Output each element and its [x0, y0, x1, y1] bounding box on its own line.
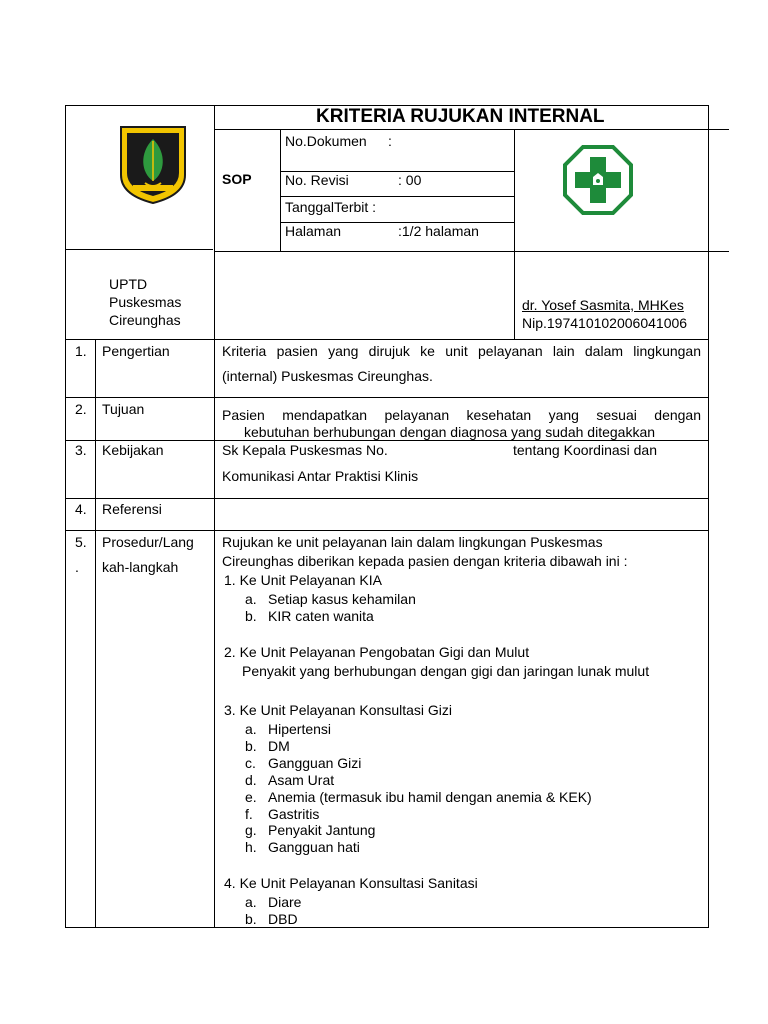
- org-puskesmas: Puskesmas: [109, 294, 182, 310]
- border-right: [708, 105, 709, 928]
- list-marker: e.: [245, 788, 257, 805]
- rule: [280, 196, 514, 197]
- puskesmas-logo: [563, 145, 633, 215]
- list-item: KIR caten wanita: [268, 608, 374, 624]
- rule: [215, 251, 729, 252]
- doc-number-label: No.Dokumen: [285, 133, 367, 149]
- list-marker: d.: [245, 771, 257, 788]
- tujuan-text: kebutuhan berhubungan dengan diagnosa yang sudah ditegakkan: [244, 424, 656, 440]
- revision-value: : 00: [398, 172, 422, 188]
- signer-name: dr. Yosef Sasmita, MHKes: [522, 297, 684, 313]
- list-item: DBD: [268, 911, 298, 927]
- border-left: [65, 105, 66, 928]
- pengertian-text: (internal) Puskesmas Cireunghas.: [222, 368, 433, 384]
- tujuan-text: Pasien mendapatkan pelayanan kesehatan yang sesuai dengan: [222, 407, 701, 423]
- kebijakan-text: Komunikasi Antar Praktisi Klinis: [222, 468, 419, 484]
- section-title-kia: 1. Ke Unit Pelayanan KIA: [224, 572, 382, 588]
- rule: [65, 339, 709, 340]
- list-marker: a.: [245, 721, 257, 737]
- prosedur-intro: Cireunghas diberikan kepada pasien dengan kriteria dibawah ini :: [222, 553, 628, 569]
- row-label-kebijakan: Kebijakan: [102, 442, 164, 458]
- list-marker: b.: [245, 737, 257, 754]
- list-marker: b.: [245, 911, 257, 927]
- rule: [65, 440, 709, 441]
- rule: [65, 249, 213, 250]
- pengertian-text: Kriteria pasien yang dirujuk ke unit pelayanan lain dalam lingkungan: [222, 343, 701, 359]
- signer-nip: Nip.197410102006041006: [522, 315, 688, 331]
- list-item: Gangguan hati: [268, 839, 360, 856]
- page-title: KRITERIA RUJUKAN INTERNAL: [316, 106, 605, 127]
- page-count-value: :1/2 halaman: [398, 223, 479, 239]
- org-unit: UPTD: [109, 276, 148, 292]
- rule: [65, 530, 709, 531]
- sop-label: SOP: [222, 171, 252, 187]
- org-location: Cireunghas: [109, 312, 181, 328]
- row-number: 5.: [75, 534, 87, 550]
- section-title-sanitasi: 4. Ke Unit Pelayanan Konsultasi Sanitasi: [224, 875, 478, 891]
- doc-number-value: :: [388, 133, 392, 149]
- list-item: Gastritis: [268, 805, 320, 822]
- rule: [95, 339, 96, 928]
- row-number: 2.: [75, 401, 87, 417]
- rule: [214, 105, 215, 928]
- row-label-referensi: Referensi: [102, 501, 162, 517]
- list-marker: a.: [245, 894, 257, 910]
- kebijakan-text: Sk Kepala Puskesmas No.: [222, 442, 388, 458]
- revision-label: No. Revisi: [285, 172, 349, 188]
- list-item: Anemia (termasuk ibu hamil dengan anemia & KEK): [268, 788, 592, 805]
- border-bottom: [65, 927, 709, 928]
- list-item: Diare: [268, 894, 302, 910]
- list-marker: a.: [245, 591, 257, 607]
- section-title-gigi: 2. Ke Unit Pelayanan Pengobatan Gigi dan Mulut: [224, 644, 530, 660]
- gigi-description: Penyakit yang berhubungan dengan gigi dan jaringan lunak mulut: [242, 663, 650, 679]
- list-item: Gangguan Gizi: [268, 754, 362, 771]
- prosedur-intro: Rujukan ke unit pelayanan lain dalam lingkungan Puskesmas: [222, 534, 603, 550]
- regency-crest-logo: [119, 125, 187, 205]
- row-number-cont: .: [75, 559, 79, 575]
- row-label-pengertian: Pengertian: [102, 343, 170, 359]
- rule: [65, 498, 709, 499]
- page-count-label: Halaman: [285, 223, 342, 239]
- list-item: Hipertensi: [268, 721, 332, 737]
- issue-date-label: TanggalTerbit :: [285, 199, 377, 215]
- section-title-gizi: 3. Ke Unit Pelayanan Konsultasi Gizi: [224, 702, 453, 718]
- row-number: 1.: [75, 343, 87, 359]
- list-marker: h.: [245, 839, 257, 856]
- list-item: Penyakit Jantung: [268, 822, 376, 839]
- list-marker: g.: [245, 822, 257, 839]
- list-marker: b.: [245, 608, 257, 624]
- row-label-tujuan: Tujuan: [102, 401, 145, 417]
- rule: [65, 397, 709, 398]
- list-item: Asam Urat: [268, 771, 335, 788]
- row-number: 4.: [75, 501, 87, 517]
- list-item: DM: [268, 737, 290, 754]
- list-marker: f.: [245, 805, 253, 822]
- row-label-prosedur: Prosedur/Lang: [102, 534, 194, 550]
- list-marker: c.: [245, 754, 256, 771]
- list-item: Setiap kasus kehamilan: [268, 591, 416, 607]
- row-number: 3.: [75, 442, 87, 458]
- rule: [514, 129, 515, 339]
- rule: [215, 129, 729, 130]
- kebijakan-text: tentang Koordinasi dan: [513, 442, 657, 458]
- row-label-prosedur: kah-langkah: [102, 559, 179, 575]
- rule: [280, 129, 281, 251]
